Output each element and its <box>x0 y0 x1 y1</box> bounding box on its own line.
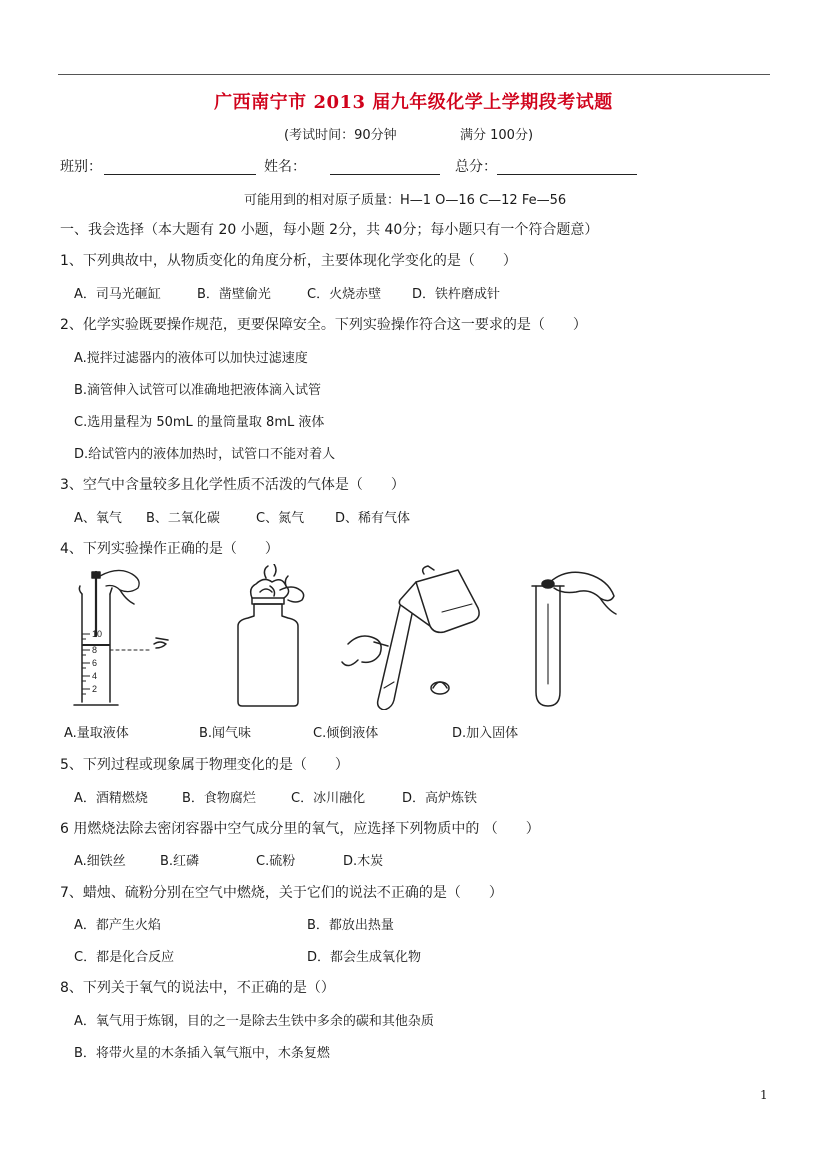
question-6-option-c[interactable]: C.硫粉 <box>256 854 296 869</box>
exam-time: (考试时间：90分钟 <box>284 128 397 143</box>
cylinder-tick-label: 8 <box>92 645 98 655</box>
question-3-option-d[interactable]: D、稀有气体 <box>335 511 411 526</box>
question-1-option-b[interactable]: B．凿壁偷光 <box>197 287 271 302</box>
question-7-option-c[interactable]: C．都是化合反应 <box>74 950 175 965</box>
question-3-option-a[interactable]: A、氧气 <box>74 511 122 526</box>
question-7-option-d[interactable]: D．都会生成氧化物 <box>307 950 422 965</box>
score-label: 总分： <box>455 159 497 175</box>
full-score: 满分 100分) <box>460 128 534 143</box>
question-6-option-a[interactable]: A.细铁丝 <box>74 854 126 869</box>
question-8-option-b[interactable]: B．将带火星的木条插入氧气瓶中，木条复燃 <box>74 1046 330 1061</box>
question-4-stem: 4、下列实验操作正确的是（ ） <box>60 541 279 557</box>
atomic-mass-note: 可能用到的相对原子质量：H—1 O—16 C—12 Fe—56 <box>244 193 567 208</box>
cylinder-tick-label: 6 <box>92 658 98 668</box>
question-5-option-c[interactable]: C．冰川融化 <box>291 791 366 806</box>
question-8-stem: 8、下列关于氧气的说法中，不正确的是（） <box>60 980 335 996</box>
question-5-option-b[interactable]: B．食物腐烂 <box>182 791 256 806</box>
page-number: 1 <box>760 1088 768 1102</box>
question-1-stem: 1、下列典故中，从物质变化的角度分析，主要体现化学变化的是（ ） <box>60 253 517 269</box>
cylinder-tick-label: 4 <box>92 671 98 681</box>
section-heading: 一、我会选择（本大题有 20 小题，每小题 2分，共 40分；每小题只有一个符合题意） <box>60 222 599 238</box>
question-2-stem: 2、化学实验既要操作规范，更要保障安全。下列实验操作符合这一要求的是（ ） <box>60 317 587 333</box>
question-5-option-a[interactable]: A．酒精燃烧 <box>74 791 148 806</box>
page-title: 广西南宁市 2013 届九年级化学上学期段考试题 <box>214 92 613 113</box>
question-4-option-c[interactable]: C.倾倒液体 <box>313 726 379 741</box>
question-2-option-d[interactable]: D.给试管内的液体加热时，试管口不能对着人 <box>74 447 336 462</box>
name-blank[interactable] <box>330 174 440 175</box>
question-3-option-b[interactable]: B、二氧化碳 <box>146 511 220 526</box>
question-4-option-d[interactable]: D.加入固体 <box>452 726 519 741</box>
question-8-option-a[interactable]: A．氧气用于炼钢，目的之一是除去生铁中多余的碳和其他杂质 <box>74 1014 434 1029</box>
cylinder-tick-label: 2 <box>92 684 98 694</box>
header-rule <box>58 74 770 75</box>
pouring-liquid-figure <box>338 564 488 710</box>
question-3-stem: 3、空气中含量较多且化学性质不活泼的气体是（ ） <box>60 477 405 493</box>
question-3-option-c[interactable]: C、氮气 <box>256 511 305 526</box>
question-2-option-b[interactable]: B.滴管伸入试管可以准确地把液体滴入试管 <box>74 383 322 398</box>
question-6-option-b[interactable]: B.红磷 <box>160 854 200 869</box>
question-7-option-a[interactable]: A．都产生火焰 <box>74 918 161 933</box>
class-label: 班别： <box>60 159 102 175</box>
question-7-option-b[interactable]: B．都放出热量 <box>307 918 394 933</box>
question-6-stem: 6 用燃烧法除去密闭容器中空气成分里的氧气，应选择下列物质中的 （ ） <box>60 821 540 837</box>
question-2-option-a[interactable]: A.搅拌过滤器内的液体可以加快过滤速度 <box>74 351 308 366</box>
adding-solid-figure <box>518 564 628 710</box>
measuring-cylinder-figure <box>60 564 180 710</box>
question-4-option-b[interactable]: B.闻气味 <box>199 726 252 741</box>
question-6-option-d[interactable]: D.木炭 <box>343 854 384 869</box>
question-1-option-a[interactable]: A．司马光砸缸 <box>74 287 161 302</box>
question-2-option-c[interactable]: C.选用量程为 50mL 的量筒量取 8mL 液体 <box>74 415 325 430</box>
question-5-option-d[interactable]: D．高炉炼铁 <box>402 791 478 806</box>
name-label: 姓名： <box>264 159 306 175</box>
question-1-option-d[interactable]: D．铁杵磨成针 <box>412 287 501 302</box>
gas-bottle-figure <box>226 564 316 710</box>
question-4-option-a[interactable]: A.量取液体 <box>64 726 129 741</box>
score-blank[interactable] <box>497 174 637 175</box>
question-7-stem: 7、蜡烛、硫粉分别在空气中燃烧，关于它们的说法不正确的是（ ） <box>60 885 503 901</box>
class-blank[interactable] <box>104 174 256 175</box>
question-5-stem: 5、下列过程或现象属于物理变化的是（ ） <box>60 757 349 773</box>
cylinder-tick-label: 10 <box>92 629 103 639</box>
question-1-option-c[interactable]: C．火烧赤壁 <box>307 287 382 302</box>
